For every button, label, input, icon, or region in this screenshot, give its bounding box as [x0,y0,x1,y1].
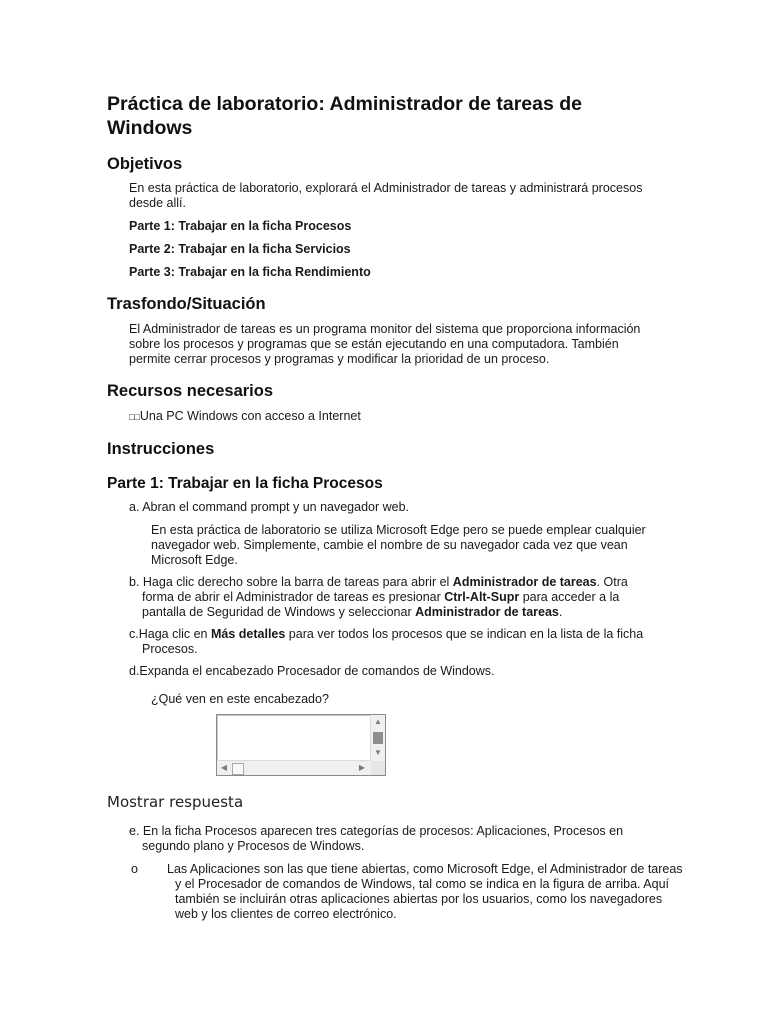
trasfondo-heading: Trasfondo/Situación [107,295,266,313]
sub-bullet-glyph: o [131,862,138,876]
vertical-scrollbar[interactable] [370,715,385,761]
step-a-note: En esta práctica de laboratorio se utiliza Microsoft Edge pero se puede emplear cualquier navegador web. Simplemente, cambie el nombre de su navegador cada vez que vean Microsoft Edge. [151,523,646,567]
bullet-glyph: □□ [129,412,140,422]
sub-item-text: Las Aplicaciones son las que tiene abiertas, como Microsoft Edge, el Administrador de tareas y el Procesador de comandos de Windows, tal como se indica en la figura de arriba. Aquí también se incluirán otras aplicaciones abiertas por los usuarios, como los navegadores web y los clientes de correo electrónico. [167,862,683,921]
step-b-bold-3: Administrador de tareas [415,605,559,619]
scroll-up-icon[interactable]: ▲ [374,717,382,726]
objetivos-intro: En esta práctica de laboratorio, explorará el Administrador de tareas y administrará procesos desde allí. [129,181,643,210]
instrucciones-heading: Instrucciones [107,440,215,458]
vertical-scroll-thumb[interactable] [373,732,383,744]
step-c-bold-1: Más detalles [210,627,286,641]
scroll-left-icon[interactable]: ◀ [220,763,228,772]
step-b-text-4: . [558,605,563,619]
step-e: e. En la ficha Procesos aparecen tres categorías de procesos: Aplicaciones, Procesos en segundo plano y Procesos de Windows. [129,824,624,853]
resize-grip[interactable] [371,761,385,775]
recursos-item-text: Una PC Windows con acceso a Internet [139,409,361,423]
step-b-bold-2: Ctrl-Alt-Supr [444,590,520,604]
question: ¿Qué ven en este encabezado? [151,692,329,706]
recursos-heading: Recursos necesarios [107,382,274,400]
step-b-bold-1: Administrador de tareas [452,575,597,589]
step-c [129,627,667,657]
scroll-right-icon[interactable]: ▶ [358,763,366,772]
objetivos-parte-1: Parte 1: Trabajar en la ficha Procesos [129,219,352,233]
objetivos-parte-3: Parte 3: Trabajar en la ficha Rendimiento [129,265,371,279]
horizontal-scrollbar[interactable] [217,760,371,775]
trasfondo-text: El Administrador de tareas es un programa monitor del sistema que proporciona información sobre los procesos y programas que se están ejecutando en una computadora. También permite cerrar procesos y programas y modificar la prioridad de un proceso. [129,322,641,366]
step-c-text-1: c.Haga clic en [129,627,211,641]
objetivos-heading: Objetivos [107,155,183,173]
horizontal-scroll-thumb[interactable] [232,763,244,775]
step-b [129,575,654,620]
sub-item [131,862,683,922]
page-title: Práctica de laboratorio: Administrador de tareas de Windows [107,93,582,139]
step-b-text-3: para acceder a la pantalla de Seguridad de Windows y seleccionar [142,590,620,619]
step-b-text-1: b. Haga clic derecho sobre la barra de tareas para abrir el [129,575,453,589]
scroll-down-icon[interactable]: ▼ [374,748,382,757]
step-b-text-2: . Otra forma de abrir el Administrador de tareas es presionar [142,575,628,604]
step-d: d.Expanda el encabezado Procesador de comandos de Windows. [129,664,495,678]
parte1-heading: Parte 1: Trabajar en la ficha Procesos [107,475,383,492]
recursos-item [129,409,361,425]
answer-textarea[interactable] [216,714,386,776]
step-a: a. Abran el command prompt y un navegador web. [129,500,410,514]
step-c-text-2: para ver todos los procesos que se indican en la lista de la ficha Procesos. [142,627,644,656]
objetivos-parte-2: Parte 2: Trabajar en la ficha Servicios [129,242,351,256]
show-answer-link[interactable]: Mostrar respuesta [107,793,244,811]
